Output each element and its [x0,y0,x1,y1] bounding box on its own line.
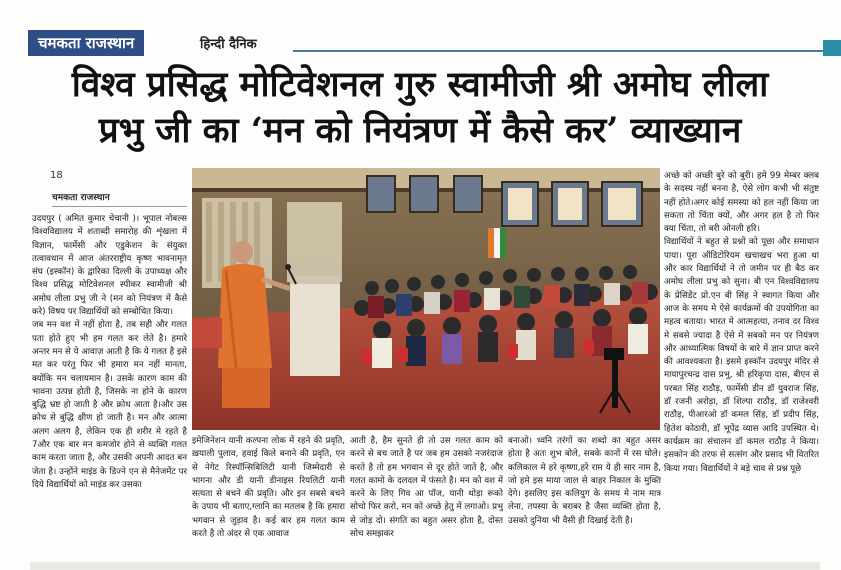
corner-accent [823,40,841,56]
paragraph: उदयपुर ( अमित कुमार चेचानी )। भूपाल नोबल्स विश्वविद्यालय में शताब्दी समारोह की शृंखला में विज्ञान, फार्मेसी और एडुकेशन के संयुक्त तत्वावधान में आज अंतरराष्ट्रीय कृष्ण भावनामृत संघ (इस्कॉन) के द्वारिका दिल्ली के उपाध्यक्ष और विश्व प्रसिद्ध मोटिवेशनल स्पीकर स्वामीजी श्री अमोघ लीला प्रभु जी ने (मन को नियंत्रण में कैसे करे) विषय पर विद्यार्थियों को सम्बोधित किया। [32,214,187,318]
article-column-right [664,170,819,560]
article-column-left [32,213,187,553]
paragraph: विद्यार्थियों ने बहुत से प्रश्नों को पूछा और समाधान पाया। पूरा ऑडिटोरियम खचाखच भरा हुआ था और कार विद्यार्थियों ने तो जमीन पर ही बैठ कर अमोघ लीला प्रभु को सुना। बी एन विश्वविद्यालय के प्रेसिडेंट प्रो.एन बी सिंह ने स्वागत किया और आज के समय मे ऐसे कार्यक्रमों की उपयोगिता का महत्व बताया। भारत मे आत्महत्या, तनाव दर विश्व मे सबसे ज्यादा है ऐसे में सबको मन पर नियंत्रण और आध्यात्मिक विषयों के बारे में ज्ञान प्राप्त करने की आवश्यकता है। इसमे इस्कॉन उदयपुर मंदिर से मायापुरचन्द्र दास प्रभु, श्री हरिकृपा दास, बीएन से परबत सिंह राठौड़, फार्मेसी डीन डॉ युवराज सिंह, डॉ रजनी अरोड़ा, डॉ शिल्पा राठौड़, डॉ राजेश्वरी राठौड़, पीआरओ डॉ कमल सिंह, डॉ प्रदीप सिंह, हितेश कोठारी, डॉ भूपेंद्र व्यास आदि उपस्थित थे। कार्यक्रम का संचालन डॉ कमल राठौड़ ने किया। इसकोन की तरफ से सत्संग और प्रसाद भी वितरित किया गया। विद्यार्थियों ने बड़े चाव से प्रश्न पूछे [664,237,819,474]
masthead [28,30,841,56]
paragraph: जब मन वश में नहीं होता है, तब सही और गलत पता होते हुए भी हम गलत कर लेते है। हमारे अन्तर मन से ये आवाज़ आती है कि ये गलत है इसे मत कर परंतु फिर भी हमारा मन नहीं मानता, क्योंकि मन चलायमान है। उसके कारण काम की भावना उत्पन्न होती है, जिसके ना होने के कारण बुद्धि भ्रष्ट हो जाती है और क्रोध आता है।और उस क्रोध से बुद्धि क्षीण हो जाती है। मन और आत्मा अलग अलग है, लेकिन एक ही शरीर मे रहते है 7और एक बार मन कमजोर होने से व्यक्ति गलत काम करता जाता है, और उसकी अपनी आदत बन जेता है। उन्होंने माइंड के डिज्ने एन से मैनेजमेंट पर दिये विद्यार्थियों को माइंड कर उसका [32,320,187,490]
headline-line-1: विश्व प्रसिद्ध मोटिवेशनल गुरु स्वामीजी श्री अमोघ लीला [71,64,769,105]
source-label: चमकता राजस्थान [52,190,187,207]
article-column-bottom-1: इमेजिनेशन यानी कल्पना लोक में रहने की प्रवृति, ख़याली पुलाव, हवाई किले बनाने की प्रवृति, एन से नेगेट रिस्पॉन्सिबिलिटी यानी जिम्मेदारी से भागना और डी यानी डीनाइस रियलिटी यानी सत्यता से बचने की प्रवृति। और इन सबसे बचने के उपाय भी बताए,ग्लानि का मतलब है कि हमारा भगवान से जुड़ाव है। कई बार हम गलत काम करते है तो अंदर से एक आवाज [192,436,345,540]
article-column-bottom-2: आती है, हैम सुनते ही तो उस गलत काम को करने से बच जाते है पर जब हम उसको नजरंदाज करते है तो हम भगवान से दूर होते जाते है, और गलत कामो के दलदल में फंसते है। मन को वश में करने के लिए गिव आ पॉज, यानी थोड़ा रूको सोचो फिर करो, मन को अच्छे हेतु में लगाओ। प्रभु से जोड़ दो। संगति का बहुत असर होता है, दोस्त सोच समझकर [350,436,503,540]
paragraph: अच्छे को अच्छी बुरे को बुरी। हमे 99 मेम्बर क्लब के सदस्य नहीं बनना है, ऐसे लोग कभी भी संतुष्ट नहीं होते।अगर कोई समस्या को हल नहीं किया जा सकता तो चिंता क्यों, और अगर हल है तो फिर क्या चिंता, तो बरी ओनली हरि। [664,171,819,235]
paper-label: हिन्दी दैनिक [200,37,257,52]
brand-logo: चमकता राजस्थान [28,30,144,56]
photo-illustration [192,168,660,430]
article-column-bottom-3: बनाओ। ध्वनि तरंगों का शब्दो का बहुत असर होता है अतः शुभ बोले, सबके कानों में रस घोले। कलिकाल मे हरे कृष्णा,हरे राम ये ही सार नाम है, जो हमे इस माया जाल से बाहर निकाल के मुक्ति देंगे। इसलिए इस कलियुग के समय मे नाम मात्र लेना, तपस्या के बराबर है जैसा व्यक्ति होता है, उसको दुनिया भी वैसी ही दिखाई देती है। [508,436,661,526]
event-photo [192,168,660,430]
masthead-rule [293,50,823,52]
page-number: 18 [50,170,63,181]
next-article-strip [30,562,820,570]
byline [52,190,187,213]
headline [30,62,810,154]
headline-line-2: प्रभु जी का ‘मन को नियंत्रण में कैसे कर’ व्याख्यान [98,110,742,151]
